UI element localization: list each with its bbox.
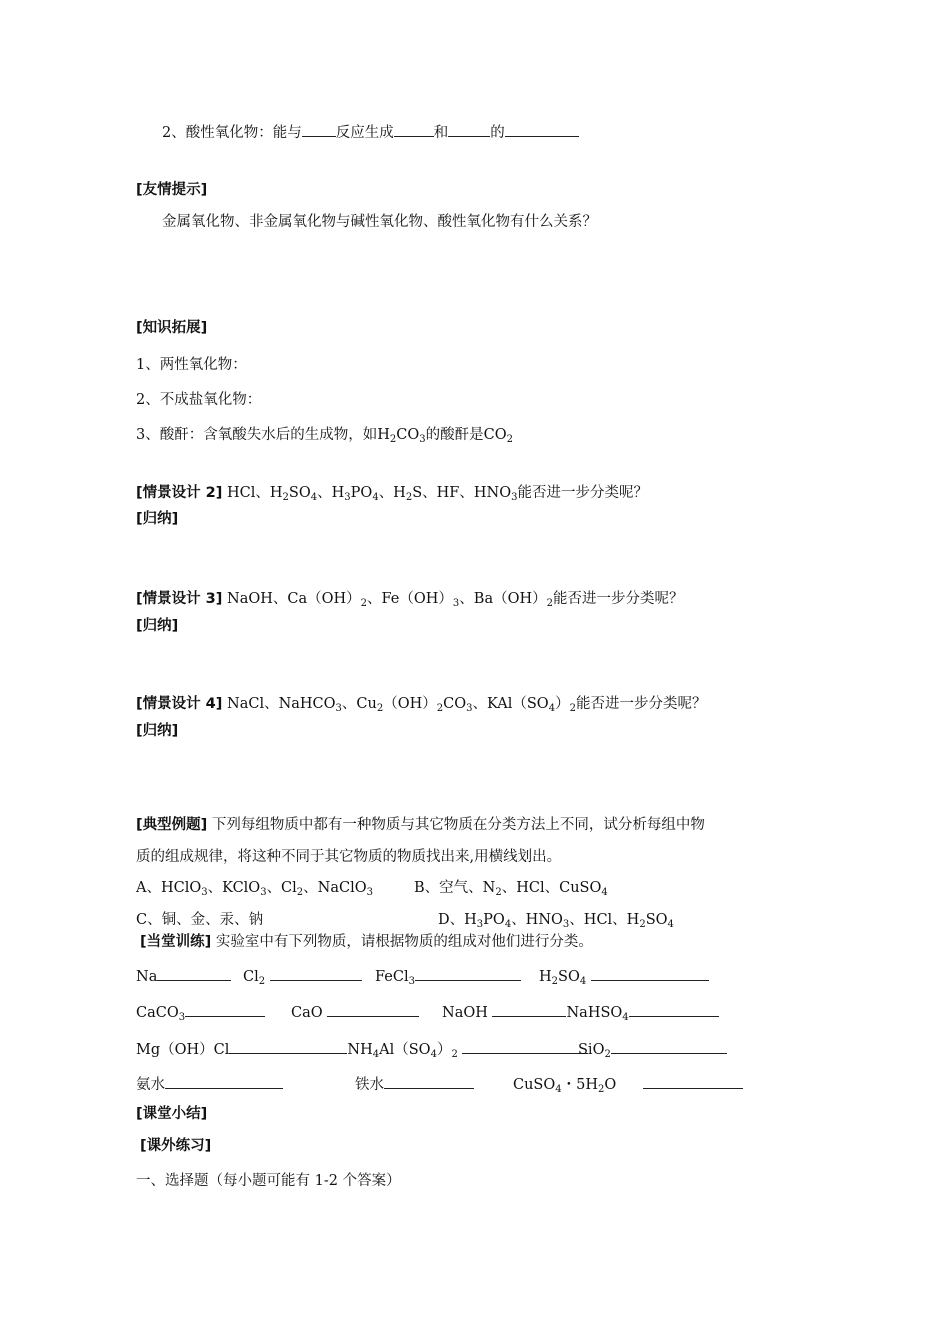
scene-4-summary: [归纳]: [136, 723, 179, 739]
practice-text: 实验室中有下列物质，请根据物质的组成对他们进行分类。: [215, 934, 593, 950]
blank-1[interactable]: [302, 121, 336, 137]
blank-cl2[interactable]: [270, 965, 362, 981]
practice-caco3: CaCO$_3$: [136, 1001, 265, 1023]
option-d: D、$H_3PO_4$、$HNO_3$、HCl、$H_2SO_4$: [438, 912, 674, 930]
homework-heading: [课外练习]: [140, 1138, 212, 1154]
example-text-1: 下列每组物质中都有一种物质与其它物质在分类方法上不同，试分析每组中物: [211, 817, 705, 833]
option-b: B、空气、$N_2$、HCl、CuSO$_4$: [414, 880, 608, 898]
blank-cao[interactable]: [327, 1001, 419, 1017]
practice-heading: [当堂训练]: [140, 934, 212, 950]
scene-4-heading: [情景设计 4]: [136, 696, 223, 712]
practice-h2so4: $H_2SO_4$: [539, 965, 709, 987]
scene-2-line: [情景设计 2] HCl、$H_2SO_4$、$H_3PO_4$、$H_2S$、HF、$HNO_3$能否进一步分类呢？: [136, 485, 648, 503]
practice-row-1: Na: [136, 965, 231, 987]
practice-ammonia: [136, 1073, 283, 1095]
practice-mgohcl: Mg（OH）Cl $NH_4Al(SO_4)_2$: [136, 1038, 588, 1060]
blank-cuso4[interactable]: [643, 1073, 743, 1089]
tip-text: 金属氧化物、非金属氧化物与碱性氧化物、酸性氧化物有什么关系？: [162, 214, 597, 230]
blank-h2so4[interactable]: [591, 965, 709, 981]
blank-nahso4[interactable]: [629, 1001, 719, 1017]
scene-2-heading: [情景设计 2]: [136, 485, 223, 501]
blank-2[interactable]: [394, 121, 434, 137]
iron-water-label: 铁水: [355, 1077, 384, 1093]
blank-iron-water[interactable]: [384, 1073, 474, 1089]
scene-4-question: 能否进一步分类呢？: [575, 696, 707, 712]
blank-caco3[interactable]: [185, 1001, 265, 1017]
tip-heading: [友情提示]: [136, 182, 208, 198]
example-text-2: 质的组成规律，将这种不同于其它物质的物质找出来,用横线划出。: [136, 849, 562, 865]
blank-naoh[interactable]: [492, 1001, 566, 1017]
extension-item-1: 1、两性氧化物：: [136, 357, 247, 373]
acid-oxide-text-3: 和: [433, 125, 449, 141]
scene-2-question: 能否进一步分类呢？: [517, 485, 648, 501]
acid-oxide-text-1: 2、酸性氧化物：能与: [162, 125, 302, 141]
scene-3-heading: [情景设计 3]: [136, 591, 223, 607]
blank-ammonia[interactable]: [165, 1073, 283, 1089]
example-heading: [典型例题]: [136, 817, 208, 833]
extension-item-3-text: 3、酸酐：含氧酸失水后的生成物，如: [136, 427, 378, 443]
scene-3-question: 能否进一步分类呢？: [553, 591, 684, 607]
blank-mgohcl[interactable]: [229, 1038, 347, 1054]
section-1-heading: 一、选择题（每小题可能有 1-2 个答案）: [136, 1173, 401, 1189]
scene-2-summary: [归纳]: [136, 511, 179, 527]
blank-na[interactable]: [157, 965, 231, 981]
blank-3[interactable]: [448, 121, 490, 137]
summary-heading: [课堂小结]: [136, 1106, 208, 1122]
example-line-1: [136, 815, 705, 835]
blank-4[interactable]: [505, 121, 579, 137]
practice-naoh: NaOH NaHSO$_4$: [442, 1001, 719, 1023]
blank-sio2[interactable]: [611, 1038, 727, 1054]
scene-3-line: [情景设计 3] NaOH、$Ca(OH)_2$、$Fe(OH)_3$、$Ba(OH)_2$能否进一步分类呢？: [136, 591, 684, 609]
practice-line: [140, 932, 593, 952]
practice-cuso4: CuSO$_4$・$5H_2O$: [513, 1073, 743, 1095]
scene-4-line: [情景设计 4] NaCl、NaHCO$_3$、$Cu_2(OH)_2CO_3$、$KAl(SO_4)_2$能否进一步分类呢？: [136, 696, 707, 714]
acid-oxide-text-4: 的: [490, 125, 505, 141]
ammonia-label: 氨水: [136, 1077, 165, 1093]
extension-item-3: 3、酸酐：含氧酸失水后的生成物，如$H_2CO_3$的酸酐是$CO_2$: [136, 427, 513, 445]
blank-nh4al[interactable]: [462, 1038, 588, 1054]
practice-cao: CaO: [291, 1001, 419, 1023]
practice-fecl3: FeCl$_3$: [375, 965, 521, 987]
option-a: A、HClO$_3$、KClO$_3$、$Cl_2$、NaClO$_3$: [136, 880, 373, 898]
practice-iron-water: [355, 1073, 474, 1095]
practice-cl2: $Cl_2$: [243, 965, 362, 987]
extension-item-3-mid: 的酸酐是: [425, 427, 484, 443]
option-c: C、铜、金、汞、钠: [136, 912, 264, 928]
blank-fecl3[interactable]: [415, 965, 521, 981]
extension-item-2: 2、不成盐氧化物：: [136, 392, 262, 408]
practice-sio2: SiO$_2$: [578, 1038, 727, 1060]
acid-oxide-definition: [162, 121, 579, 143]
scene-3-summary: [归纳]: [136, 618, 179, 634]
extension-heading: [知识拓展]: [136, 320, 208, 336]
acid-oxide-text-2: 反应生成: [335, 125, 394, 141]
